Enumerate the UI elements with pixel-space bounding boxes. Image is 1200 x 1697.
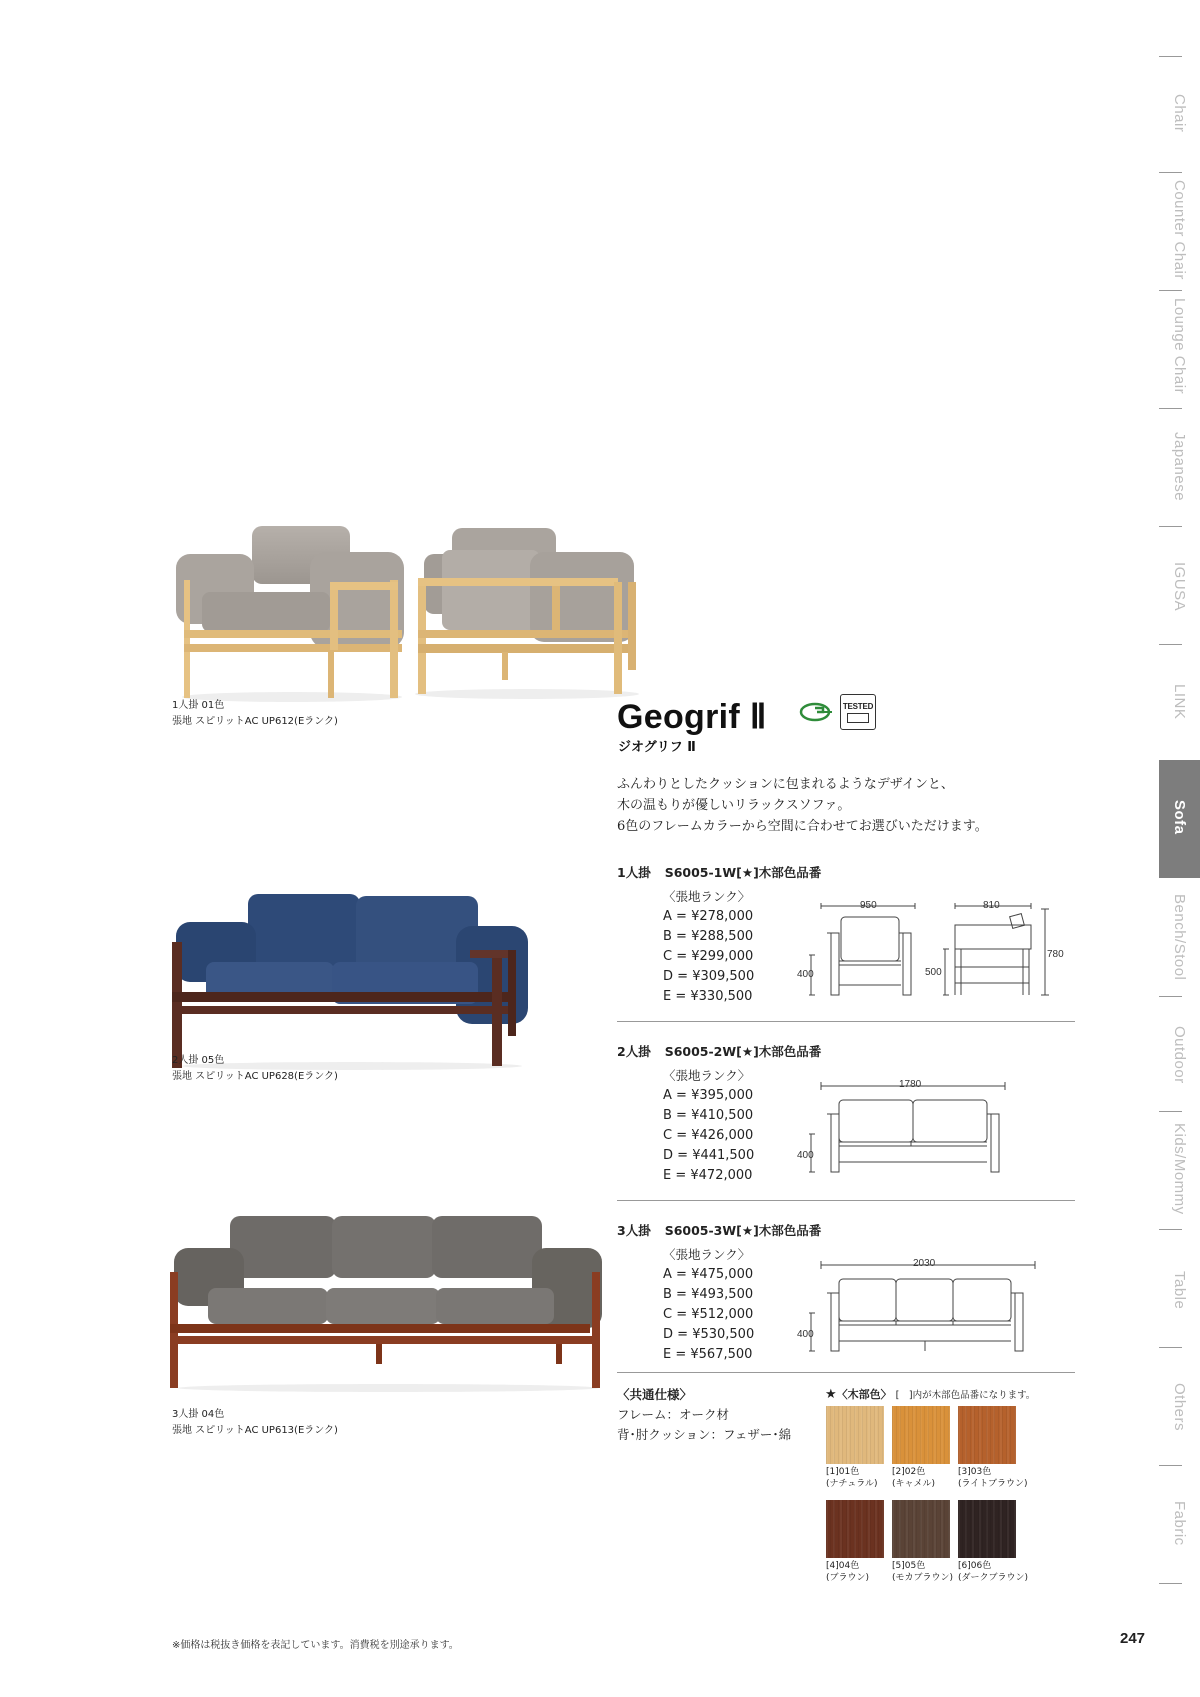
rank-title: 〈張地ランク〉 — [663, 1247, 751, 1262]
price-row: C = ¥299,000 — [663, 949, 754, 964]
seat-label: 2人掛 — [617, 1044, 651, 1059]
price-list — [663, 1265, 754, 1365]
dim-width: 2030 — [913, 1258, 936, 1269]
wood-color-title — [825, 1386, 1035, 1402]
tested-label: TESTED — [842, 701, 874, 711]
price-row: B = ¥410,500 — [663, 1108, 754, 1123]
nav-tab-others[interactable] — [1159, 1347, 1200, 1465]
nav-tab-chair[interactable] — [1159, 76, 1200, 172]
nav-tab-kids-mommy[interactable] — [1159, 1111, 1200, 1229]
nav-tab-label: Sofa — [1171, 800, 1188, 835]
common-spec — [617, 1385, 791, 1445]
wood-swatch — [958, 1406, 1016, 1464]
price-row: A = ¥475,000 — [663, 1267, 754, 1282]
nav-tab-counter-chair[interactable] — [1159, 172, 1200, 290]
dim-seat-height: 400 — [797, 1329, 814, 1340]
nav-tab-label: Chair — [1171, 94, 1188, 133]
nav-tab-label: Table — [1171, 1271, 1188, 1310]
wood-note: [ ]内が木部色品番になります。 — [895, 1390, 1036, 1401]
price-list — [663, 907, 754, 1007]
description-line: ふんわりとしたクッションに包まれるようなデザインと、 — [617, 777, 954, 792]
dim-seat-height: 400 — [797, 1150, 814, 1161]
description-line: 6色のフレームカラーから空間に合わせてお選びいただけます。 — [617, 819, 988, 834]
three-seater-caption — [172, 1407, 338, 1439]
two-seater-caption — [172, 1053, 338, 1085]
dimension-drawing — [797, 895, 1073, 1005]
wood-swatch — [892, 1406, 950, 1464]
price-row: D = ¥530,500 — [663, 1327, 755, 1342]
price-row: A = ¥278,000 — [663, 909, 754, 924]
nav-tab-label: IGUSA — [1171, 562, 1188, 612]
wood-swatch-label: [3]03色 (ライトブラウン) — [958, 1467, 1028, 1489]
product-title-kana: ジオグリフ Ⅱ — [618, 740, 696, 755]
nav-tab-japanese[interactable] — [1159, 408, 1200, 526]
green-purchasing-icon — [800, 701, 834, 723]
star-icon: ★ — [825, 1387, 837, 1402]
description-line: 木の温もりが優しいリラックスソファ。 — [617, 798, 851, 813]
spec-divider — [617, 1372, 1075, 1373]
nav-tab-sofa[interactable] — [1159, 760, 1200, 878]
spec-heading — [617, 1042, 821, 1060]
price-row: B = ¥493,500 — [663, 1287, 754, 1302]
price-row: C = ¥426,000 — [663, 1128, 754, 1143]
wood-swatch-label: [5]05色 (モカブラウン) — [892, 1561, 954, 1583]
dim-width: 1780 — [899, 1079, 922, 1090]
two-seater-photo — [172, 888, 532, 1068]
wood-swatch — [826, 1406, 884, 1464]
nav-tab-label: Japanese — [1171, 432, 1188, 502]
spec-one-seater — [617, 863, 1077, 1023]
spec-divider — [617, 1200, 1075, 1201]
rank-title: 〈張地ランク〉 — [663, 889, 751, 904]
caption-line: 張地 スピリットAC UP612(Eランク) — [172, 716, 338, 727]
price-row: E = ¥330,500 — [663, 989, 753, 1004]
nav-tab-label: LINK — [1171, 684, 1188, 720]
caption-line: 1人掛 01色 — [172, 700, 225, 711]
three-seater-photo — [168, 1212, 608, 1392]
caption-line: 張地 スピリットAC UP613(Eランク) — [172, 1425, 338, 1436]
nav-tab-bench-stool[interactable] — [1159, 878, 1200, 996]
certification-icons — [800, 694, 876, 730]
dim-height: 780 — [1047, 949, 1064, 960]
seat-label: 3人掛 — [617, 1223, 651, 1238]
spec-three-seater — [617, 1221, 1077, 1381]
price-row: A = ¥395,000 — [663, 1088, 754, 1103]
nav-divider — [1159, 56, 1182, 57]
dim-seat-height: 400 — [797, 969, 814, 980]
dim-arm-height: 500 — [925, 967, 942, 978]
nav-tab-table[interactable] — [1159, 1229, 1200, 1347]
caption-line: 張地 スピリットAC UP628(Eランク) — [172, 1071, 338, 1082]
wood-title-text: 〈木部色〉 — [836, 1388, 892, 1401]
price-row: B = ¥288,500 — [663, 929, 754, 944]
nav-tab-link[interactable] — [1159, 644, 1200, 760]
wood-swatch-label: [1]01色 (ナチュラル) — [826, 1467, 878, 1489]
armchair-photo — [172, 522, 642, 702]
caption-line: 3人掛 04色 — [172, 1409, 225, 1420]
product-description — [617, 774, 988, 837]
nav-tab-label: Lounge Chair — [1171, 298, 1188, 395]
nav-tab-outdoor[interactable] — [1159, 996, 1200, 1111]
nav-tab-label: Fabric — [1171, 1501, 1188, 1546]
nav-tab-label: Kids/Mommy — [1171, 1123, 1188, 1215]
nav-tab-igusa[interactable] — [1159, 526, 1200, 644]
product-code: S6005-3W[★]木部色品番 — [664, 1223, 822, 1238]
price-row: E = ¥472,000 — [663, 1168, 753, 1183]
page-number: 247 — [1120, 1630, 1146, 1647]
wood-swatch-label: [6]06色 (ダークブラウン) — [958, 1561, 1029, 1583]
spec-two-seater — [617, 1042, 1077, 1202]
dimension-drawing — [797, 1257, 1043, 1357]
nav-tab-lounge-chair[interactable] — [1159, 290, 1200, 408]
spec-heading — [617, 863, 821, 881]
nav-tab-label: Counter Chair — [1171, 180, 1188, 280]
wood-swatch-label: [2]02色 (キャメル) — [892, 1467, 936, 1489]
dim-width: 950 — [860, 900, 877, 911]
price-row: E = ¥567,500 — [663, 1347, 753, 1362]
caption-line: 2人掛 05色 — [172, 1055, 225, 1066]
tested-badge-icon — [840, 694, 876, 730]
nav-tab-label: Bench/Stool — [1171, 894, 1188, 981]
nav-tab-label: Outdoor — [1171, 1026, 1188, 1084]
nav-tab-label: Others — [1171, 1383, 1188, 1432]
wood-swatch — [826, 1500, 884, 1558]
product-code: S6005-2W[★]木部色品番 — [664, 1044, 822, 1059]
side-index-nav — [1159, 0, 1200, 1697]
price-row: D = ¥309,500 — [663, 969, 755, 984]
price-row: C = ¥512,000 — [663, 1307, 754, 1322]
nav-divider — [1159, 1583, 1182, 1584]
dim-depth: 810 — [983, 900, 1000, 911]
wood-swatch-label: [4]04色 (ブラウン) — [826, 1561, 870, 1583]
dimension-drawing — [797, 1078, 1033, 1178]
rank-title: 〈張地ランク〉 — [663, 1068, 751, 1083]
product-code: S6005-1W[★]木部色品番 — [664, 865, 822, 880]
seat-label: 1人掛 — [617, 865, 651, 880]
wood-swatch — [958, 1500, 1016, 1558]
product-title: Geogrif Ⅱ — [617, 698, 767, 736]
common-spec-title: 〈共通仕様〉 — [617, 1387, 693, 1402]
spec-divider — [617, 1021, 1075, 1022]
wood-swatch — [892, 1500, 950, 1558]
armchair-caption — [172, 698, 338, 730]
spec-heading — [617, 1221, 821, 1239]
common-spec-frame: フレーム：オーク材 — [617, 1407, 730, 1422]
price-row: D = ¥441,500 — [663, 1148, 755, 1163]
price-footnote: ※価格は税抜き価格を表記しています。消費税を別途承ります。 — [172, 1640, 459, 1651]
common-spec-cushion: 背･肘クッション：フェザー･綿 — [617, 1427, 792, 1442]
nav-tab-fabric[interactable] — [1159, 1465, 1200, 1583]
price-list — [663, 1086, 754, 1186]
